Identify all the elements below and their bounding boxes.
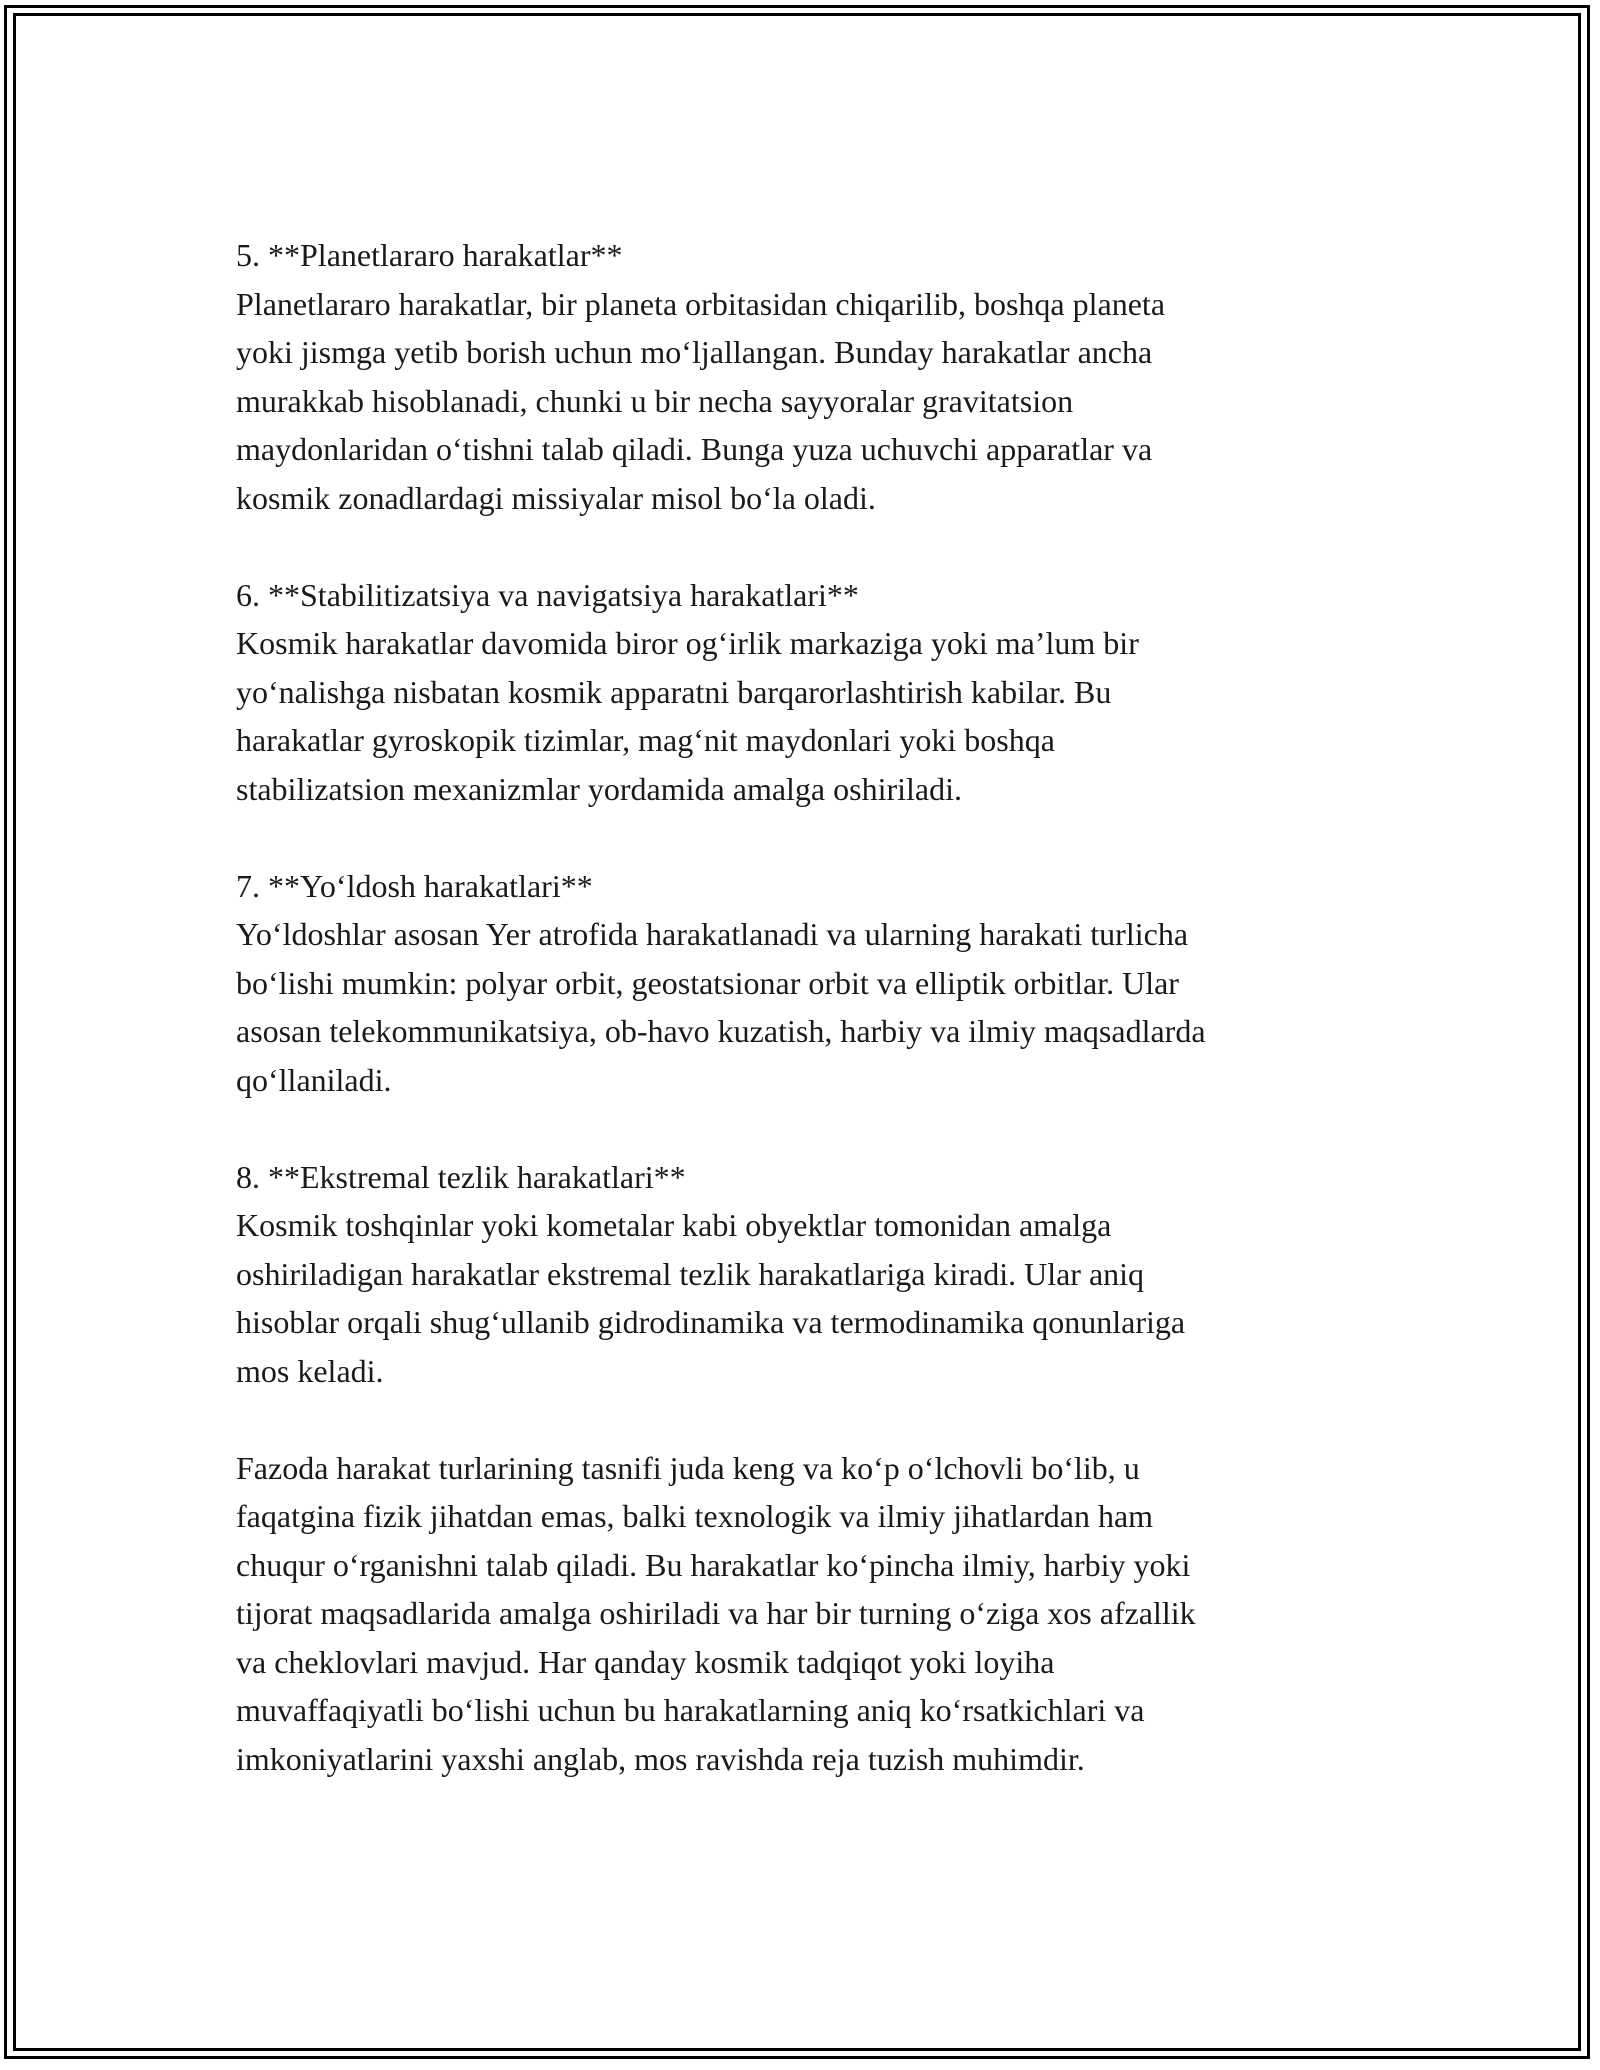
section-paragraph: Planetlararo harakatlar, bir planeta orbitasidan chiqarilib, boshqa planeta yoki jismga yetib borish uchun mo‘ljallangan. Bunday harakatlar ancha murakkab hisoblanadi, chunki u bir necha sayyoralar gravitatsion maydonlaridan o‘tishni talab qiladi. Bunga yuza uchuvchi apparatlar va kosmik zonadlardagi missiyalar misol bo‘la oladi. — [236, 285, 1166, 516]
section-paragraph: Kosmik toshqinlar yoki kometalar kabi obyektlar tomonidan amalga oshiriladigan harakatlar ekstremal tezlik harakatlariga kiradi. Ular aniq hisoblar orqali shug‘ullanib gidrodinamika va termodinamika qonunlariga mos keladi. — [236, 1207, 1186, 1389]
section-ekstremal — [236, 1153, 1386, 1396]
section-heading: 8. **Ekstremal tezlik harakatlari** — [236, 1158, 686, 1195]
section-heading: 7. **Yo‘ldosh harakatlari** — [236, 867, 593, 904]
section-heading: 5. **Planetlararo harakatlar** — [236, 237, 623, 273]
document-body — [236, 231, 1386, 1832]
section-heading: 6. **Stabilitizatsiya va navigatsiya harakatlari** — [236, 576, 859, 613]
section-yoldosh — [236, 862, 1386, 1105]
conclusion-paragraph: Fazoda harakat turlarining tasnifi juda keng va ko‘p o‘lchovli bo‘lib, u faqatgina fizik jihatdan emas, balki texnologik va ilmiy jihatlardan ham chuqur o‘rganishni talab qiladi. Bu harakatlar ko‘pincha ilmiy, harbiy yoki tijorat maqsadlarida amalga oshiriladi va har bir turning o‘ziga xos afzallik va cheklovlari mavjud. Har qanday kosmik tadqiqot yoki loyiha muvaffaqiyatli bo‘lishi uchun bu harakatlarning aniq ko‘rsatkichlari va imkoniyatlarini yaxshi anglab, mos ravishda reja tuzish muhimdir. — [236, 1449, 1196, 1777]
section-paragraph: Yo‘ldoshlar asosan Yer atrofida harakatlanadi va ularning harakati turlicha bo‘lishi mumkin: polyar orbit, geostatsionar orbit va elliptik orbitlar. Ular asosan telekommunikatsiya, ob-havo kuzatish, harbiy va ilmiy maqsadlarda qo‘llaniladi. — [236, 916, 1206, 1098]
section-stabilitizatsiya — [236, 571, 1386, 814]
conclusion — [236, 1444, 1386, 1784]
section-paragraph: Kosmik harakatlar davomida biror og‘irlik markaziga yoki ma’lum bir yo‘nalishga nisbatan kosmik apparatni barqarorlashtirish kabilar. Bu harakatlar gyroskopik tizimlar, mag‘nit maydonlari yoki boshqa stabilizatsion mexanizmlar yordamida amalga oshiriladi. — [236, 625, 1139, 807]
section-planetlararo — [236, 231, 1386, 522]
